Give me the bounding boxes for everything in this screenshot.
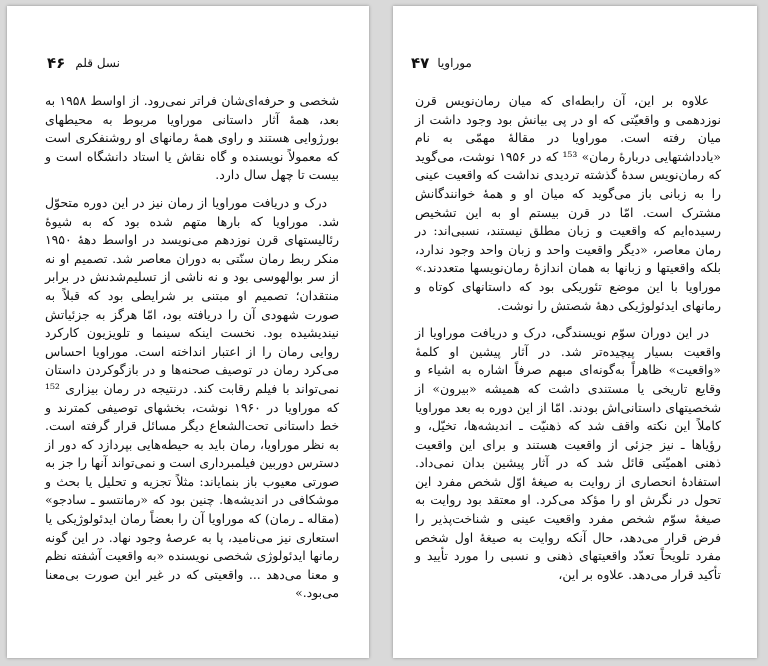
paragraph: شخصی و حرفه‌ای‌شان فراتر نمی‌رود. از اواسط ۱۹۵۸ به بعد، همهٔ آثار داستانی موراویا مربوط به محیطهای بورژوایی هستند و راوی همهٔ رمانهای او روشنفکری است که معمولاً نویسنده و گاه نقاش یا استاد دانشگاه است و بیست تا چهل سال دارد. xyxy=(45,93,339,183)
page-number: ۴۶ xyxy=(47,54,66,72)
left-page xyxy=(7,6,369,658)
running-title: موراویا xyxy=(437,56,472,70)
page-number: ۴۷ xyxy=(411,54,430,72)
page-header xyxy=(47,52,337,74)
running-title: نسل قلم xyxy=(75,56,120,70)
page-body xyxy=(415,92,721,584)
right-page xyxy=(393,6,757,658)
paragraph: در این دوران سوّم نویسندگی، درک و دریافت موراویا از واقعیت بسیار پیچیده‌تر شد. در آثار پیشین او کلمهٔ «واقعیت» ظاهراً به‌گونه‌ای مبهم صرفاً اشاره به اشیاء و وقایع تاریخی یا مستندی داشت که همیشه «بیرون» از شخصیتهای داستانی‌اش بودند. امّا از این دوره به بعد موراویا کاملاً این نکته واقف شد که ذهنیّت ـ اندیشه‌ها، تخیّل، و رؤیاها ـ نیز جزئی از واقعیت هستند و برای این واقعیت ذهنی اهمیّتی قائل شد که در آثار پیشین بدان نمی‌داد. استفادهٔ انحصاری از روایت به صیغهٔ اوّل شخص مفرد این تحول در نگرش او را مؤکد می‌کرد. او معتقد بود روایت به صیغهٔ سوّم شخص مفرد واقعیت عینی و شناخت‌پذیر را فرض قرار می‌دهد، حال آنکه روایت به صیغهٔ اول شخص مفرد تلویحاً تعدّد واقعیتهای ذهنی و نسبی را مورد تأیید و تأکید قرار می‌دهد. علاوه بر این، xyxy=(415,325,721,582)
page-body xyxy=(45,92,339,603)
page-header xyxy=(411,52,717,74)
paragraph: درک و دریافت موراویا از رمان نیز در این دوره متحوّل شد. موراویا که بارها متهم شده بود که به شیوهٔ رئالیستهای قرن نوزدهم می‌نویسد در اواسط دههٔ ۱۹۵۰ منکر ربط رمان سنّتی به دوران معاصر شد. تصمیم او نه از سر بوالهوسی بود و نه ناشی از تسلیم‌شدنش در برابر منتقدان؛ تصمیم او مبتنی بر شرایطی بود که قبلاً به صورت شهودی آن را دریافته بود، امّا هرگز به جزئیاتش نیندیشیده بود. نخست اینکه سینما و تلویزیون کارکرد روایی رمان را از اعتبار انداخته است. موراویا احساس می‌کرد رمان در توصیف صحنه‌ها و در بازگوکردن داستان نمی‌تواند با فیلم رقابت کند. درنتیجه در رمان بیزاری ¹⁵² که موراویا در ۱۹۶۰ نوشت، بخشهای توصیفی کمترند و خط داستانی تحت‌الشعاع دیگر مسائل قرار گرفته است. به نظر موراویا، رمان باید به حیطه‌هایی بپردازد که دور از دسترس دوربین فیلمبرداری است و نمی‌تواند آنها را جز به صورتی معیوب باز بنمایاند: مثلاً تجزیه و تحلیل یا بحث و موشکافی در اندیشه‌ها. چنین بود که «رمانتسو ـ سادجو» (مقاله ـ رمان) که موراویا آن را بعضاً رمان ایدئولوژیکی یا استعاری نیز می‌نامید، پا به عرصهٔ وجود نهاد. در این گونه رمانها ایدئولوژی شخصی نویسنده «به واقعیت آشفته نظم و معنا می‌دهد ... واقعیتی که در غیر این صورت بی‌معنا می‌بود.» xyxy=(45,194,339,601)
paragraph: علاوه بر این، آن رابطه‌ای که میان رمان‌نویس قرن نوزدهمی و واقعیّتی که او در پی بیانش بود وجود داشت از میان رفته است. موراویا در مقالهٔ مهمّی به نام «یادداشتهایی دربارهٔ رمان» ¹⁵³ که در ۱۹۵۶ نوشت، می‌گوید که رمان‌نویس سدهٔ گذشته تردیدی نداشت که واقعیت عینی را به زبانی باز می‌گوید که میان او و همهٔ خوانندگانش مشترک است. امّا در قرن بیستم او به این تشخیص رسیده‌ایم که واقعیت و زبان مطلق نیستند، نسبی‌اند: در رمان معاصر، «دیگر واقعیت واحد و زبان واحد وجود ندارد، بلکه واقعیتها و زبانها به همان اندازهٔ رمان‌نویسها متعددند.» موراویا با این موضع تئوریکی بود که داستانهای کوتاه و رمانهای ایدئولوژیکی دههٔ شصتش را نوشت. xyxy=(415,93,721,313)
